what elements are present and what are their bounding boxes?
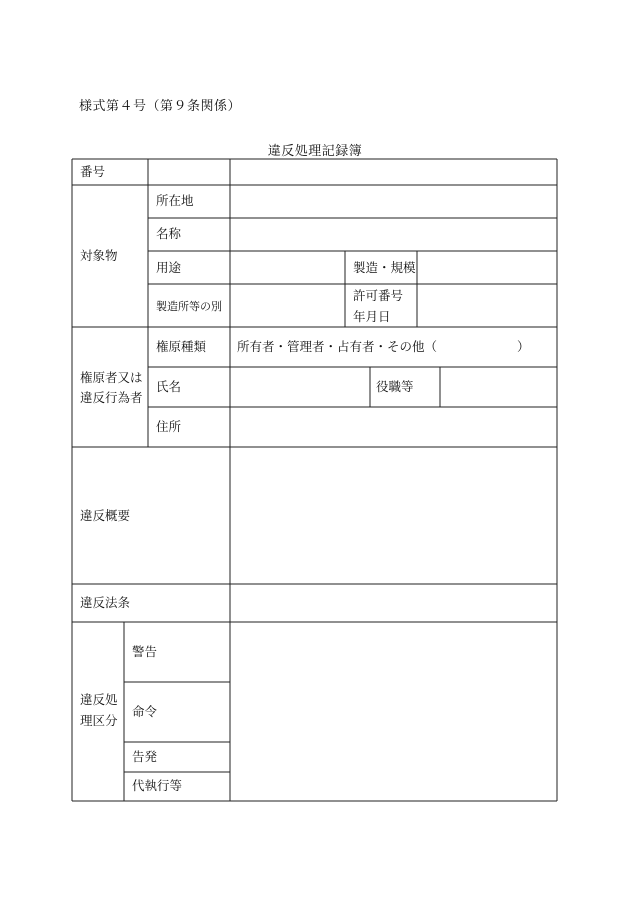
facility-type-label: 製造所等の別 xyxy=(156,300,222,313)
owner-label-line1: 権原者又は xyxy=(80,370,143,385)
location-label: 所在地 xyxy=(156,193,194,208)
document-title: 違反処理記録簿 xyxy=(267,144,363,159)
vicarious-execution-label: 代執行等 xyxy=(132,778,183,793)
number-label: 番号 xyxy=(80,164,106,179)
permit-number-label: 許可番号 xyxy=(353,288,404,303)
person-name-label: 氏名 xyxy=(156,379,182,394)
usage-label: 用途 xyxy=(156,260,182,275)
warning-label: 警告 xyxy=(132,644,158,659)
authority-options-text: 所有者・管理者・占有者・その他（ xyxy=(237,339,438,354)
authority-close-paren: ） xyxy=(517,339,530,354)
owner-label-line2: 違反行為者 xyxy=(80,390,143,405)
address-label: 住所 xyxy=(156,419,182,434)
violation-summary-label: 違反概要 xyxy=(80,508,131,523)
order-label: 命令 xyxy=(132,704,158,719)
authority-type-label: 権原種類 xyxy=(156,339,207,354)
violation-law-label: 違反法条 xyxy=(80,595,131,610)
disposal-label-line1: 違反処 xyxy=(80,692,118,707)
form-number: 様式第４号（第９条関係） xyxy=(79,99,242,114)
position-label: 役職等 xyxy=(376,379,414,394)
disposal-label-line2: 理区分 xyxy=(80,713,118,728)
accusation-label: 告発 xyxy=(132,749,158,764)
name-label: 名称 xyxy=(156,226,182,241)
target-label: 対象物 xyxy=(80,248,118,263)
manufacture-scale-label: 製造・規模 xyxy=(353,260,416,275)
date-label: 年月日 xyxy=(353,309,391,324)
